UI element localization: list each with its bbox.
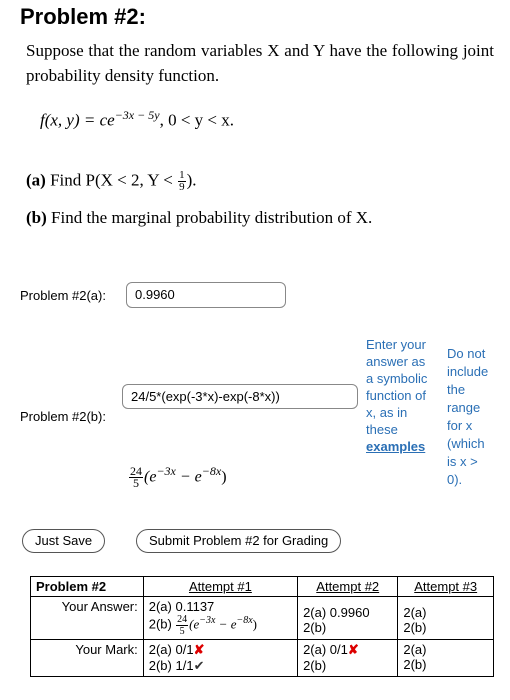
attempt-3-mark-b: 2(b) (403, 657, 427, 672)
hint-line: x, as in (366, 405, 408, 420)
hint-line: a symbolic (366, 371, 428, 386)
examples-link[interactable]: examples (366, 439, 426, 454)
part-a-fraction (178, 170, 186, 193)
mark-row-label: Your Mark: (31, 640, 144, 677)
part-a-text-end: ). (186, 170, 197, 190)
problem-title: Problem #2: (20, 4, 146, 29)
attempt-1-exp2: −8x (236, 615, 253, 627)
part-b-text: Find the marginal probability distribution of X. (51, 208, 373, 227)
table-header-problem: Problem #2 (31, 577, 144, 597)
part-a-text: Find P(X < 2, Y < (50, 170, 173, 190)
table-header-row (31, 577, 494, 597)
preview-exp2: −8x (201, 464, 222, 478)
attempt-2-answer-b: 2(b) (303, 620, 327, 635)
attempt-2-mark (298, 640, 398, 677)
attempt-1-mark (143, 640, 297, 677)
range-hint-line: Do not (447, 346, 486, 361)
attempt-1-denominator: 5 (179, 626, 185, 637)
wrong-icon: ✘ (347, 642, 359, 657)
fraction-denominator: 9 (179, 181, 185, 193)
hint-line: these (366, 422, 398, 437)
attempt-1-link[interactable]: Attempt #1 (188, 579, 252, 594)
symbolic-hint (366, 336, 442, 455)
preview-numerator: 24 (130, 464, 142, 479)
attempt-3-mark-a: 2(a) (403, 642, 427, 657)
attempt-1-answer-b (149, 614, 292, 637)
preview-end: ) (221, 468, 227, 486)
answer-b-preview (128, 464, 227, 489)
range-hint-line: include (447, 364, 489, 379)
preview-fraction (129, 466, 143, 489)
preview-mid: − e (175, 468, 202, 486)
wrong-icon: ✘ (193, 642, 205, 657)
part-b-question (26, 208, 372, 228)
preview-body: (e (144, 468, 157, 486)
attempt-2-link[interactable]: Attempt #2 (316, 579, 380, 594)
joint-pdf-formula (40, 108, 234, 131)
just-save-button[interactable]: Just Save (22, 529, 105, 553)
attempt-3-answer-a: 2(a) (403, 605, 427, 620)
attempt-3-header[interactable] (398, 577, 494, 597)
attempt-1-mark-a-text: 2(a) 0/1 (148, 642, 194, 657)
formula-lhs: f(x, y) = ce (40, 110, 115, 130)
attempt-3-mark (398, 640, 494, 677)
range-hint (447, 345, 503, 489)
attempts-table (30, 576, 494, 677)
formula-range: , 0 < y < x. (159, 110, 234, 130)
attempt-2-mark-a-text: 2(a) 0/1 (303, 642, 348, 657)
submit-button[interactable]: Submit Problem #2 for Grading (136, 529, 341, 553)
answer-a-label: Problem #2(a): (20, 288, 106, 303)
table-row (31, 597, 494, 640)
answer-b-input[interactable]: 24/5*(exp(-3*x)-exp(-8*x)) (122, 384, 358, 409)
attempt-1-answer-a: 2(a) 0.1137 (148, 599, 215, 614)
attempt-1-answer (143, 597, 297, 640)
range-hint-line: 0). (447, 472, 463, 487)
answer-row-label: Your Answer: (31, 597, 144, 640)
answer-a-input[interactable]: 0.9960 (126, 282, 286, 308)
attempt-1-exp1: −3x (199, 615, 216, 627)
check-icon: ✔ (193, 658, 205, 673)
part-a-label: (a) (26, 170, 46, 190)
attempt-3-answer (398, 597, 494, 640)
range-hint-line: range (447, 400, 481, 415)
attempt-1-mark-b (149, 658, 292, 674)
attempt-3-link[interactable]: Attempt #3 (414, 579, 478, 594)
range-hint-line: the (447, 382, 466, 397)
part-a-question (26, 170, 197, 193)
attempt-1-end: ) (252, 616, 257, 632)
attempt-2-answer (298, 597, 398, 640)
attempt-1-mark-a (149, 642, 292, 658)
attempt-2-mark-a (303, 642, 392, 658)
formula-exponent: −3x − 5y (114, 108, 160, 122)
attempt-2-answer-a: 2(a) 0.9960 (303, 605, 370, 620)
range-hint-line: is x > (447, 454, 478, 469)
range-hint-line: for x (447, 418, 473, 433)
attempt-1-answer-b-prefix: 2(b) (148, 616, 172, 632)
preview-denominator: 5 (133, 476, 139, 491)
attempt-2-mark-b: 2(b) (303, 658, 327, 673)
attempt-1-body: (e (189, 616, 200, 632)
fraction-numerator: 1 (179, 169, 185, 181)
hint-line: Enter your (366, 337, 426, 352)
hint-line: function of (366, 388, 426, 403)
attempt-1-numerator: 24 (177, 614, 188, 625)
answer-b-label: Problem #2(b): (20, 409, 106, 424)
hint-line: answer as (366, 354, 426, 369)
range-hint-line: (which (447, 436, 485, 451)
attempt-1-mid: − e (215, 616, 237, 632)
attempt-2-header[interactable] (298, 577, 398, 597)
attempt-3-answer-b: 2(b) (403, 620, 427, 635)
attempt-1-fraction (176, 614, 188, 637)
attempt-1-header[interactable] (143, 577, 297, 597)
attempt-1-mark-b-text: 2(b) 1/1 (148, 658, 194, 673)
problem-statement: Suppose that the random variables X and Y have the following joint probability density function. (26, 41, 494, 85)
table-row (31, 640, 494, 677)
preview-exp1: −3x (156, 464, 176, 478)
part-b-label: (b) (26, 208, 47, 227)
